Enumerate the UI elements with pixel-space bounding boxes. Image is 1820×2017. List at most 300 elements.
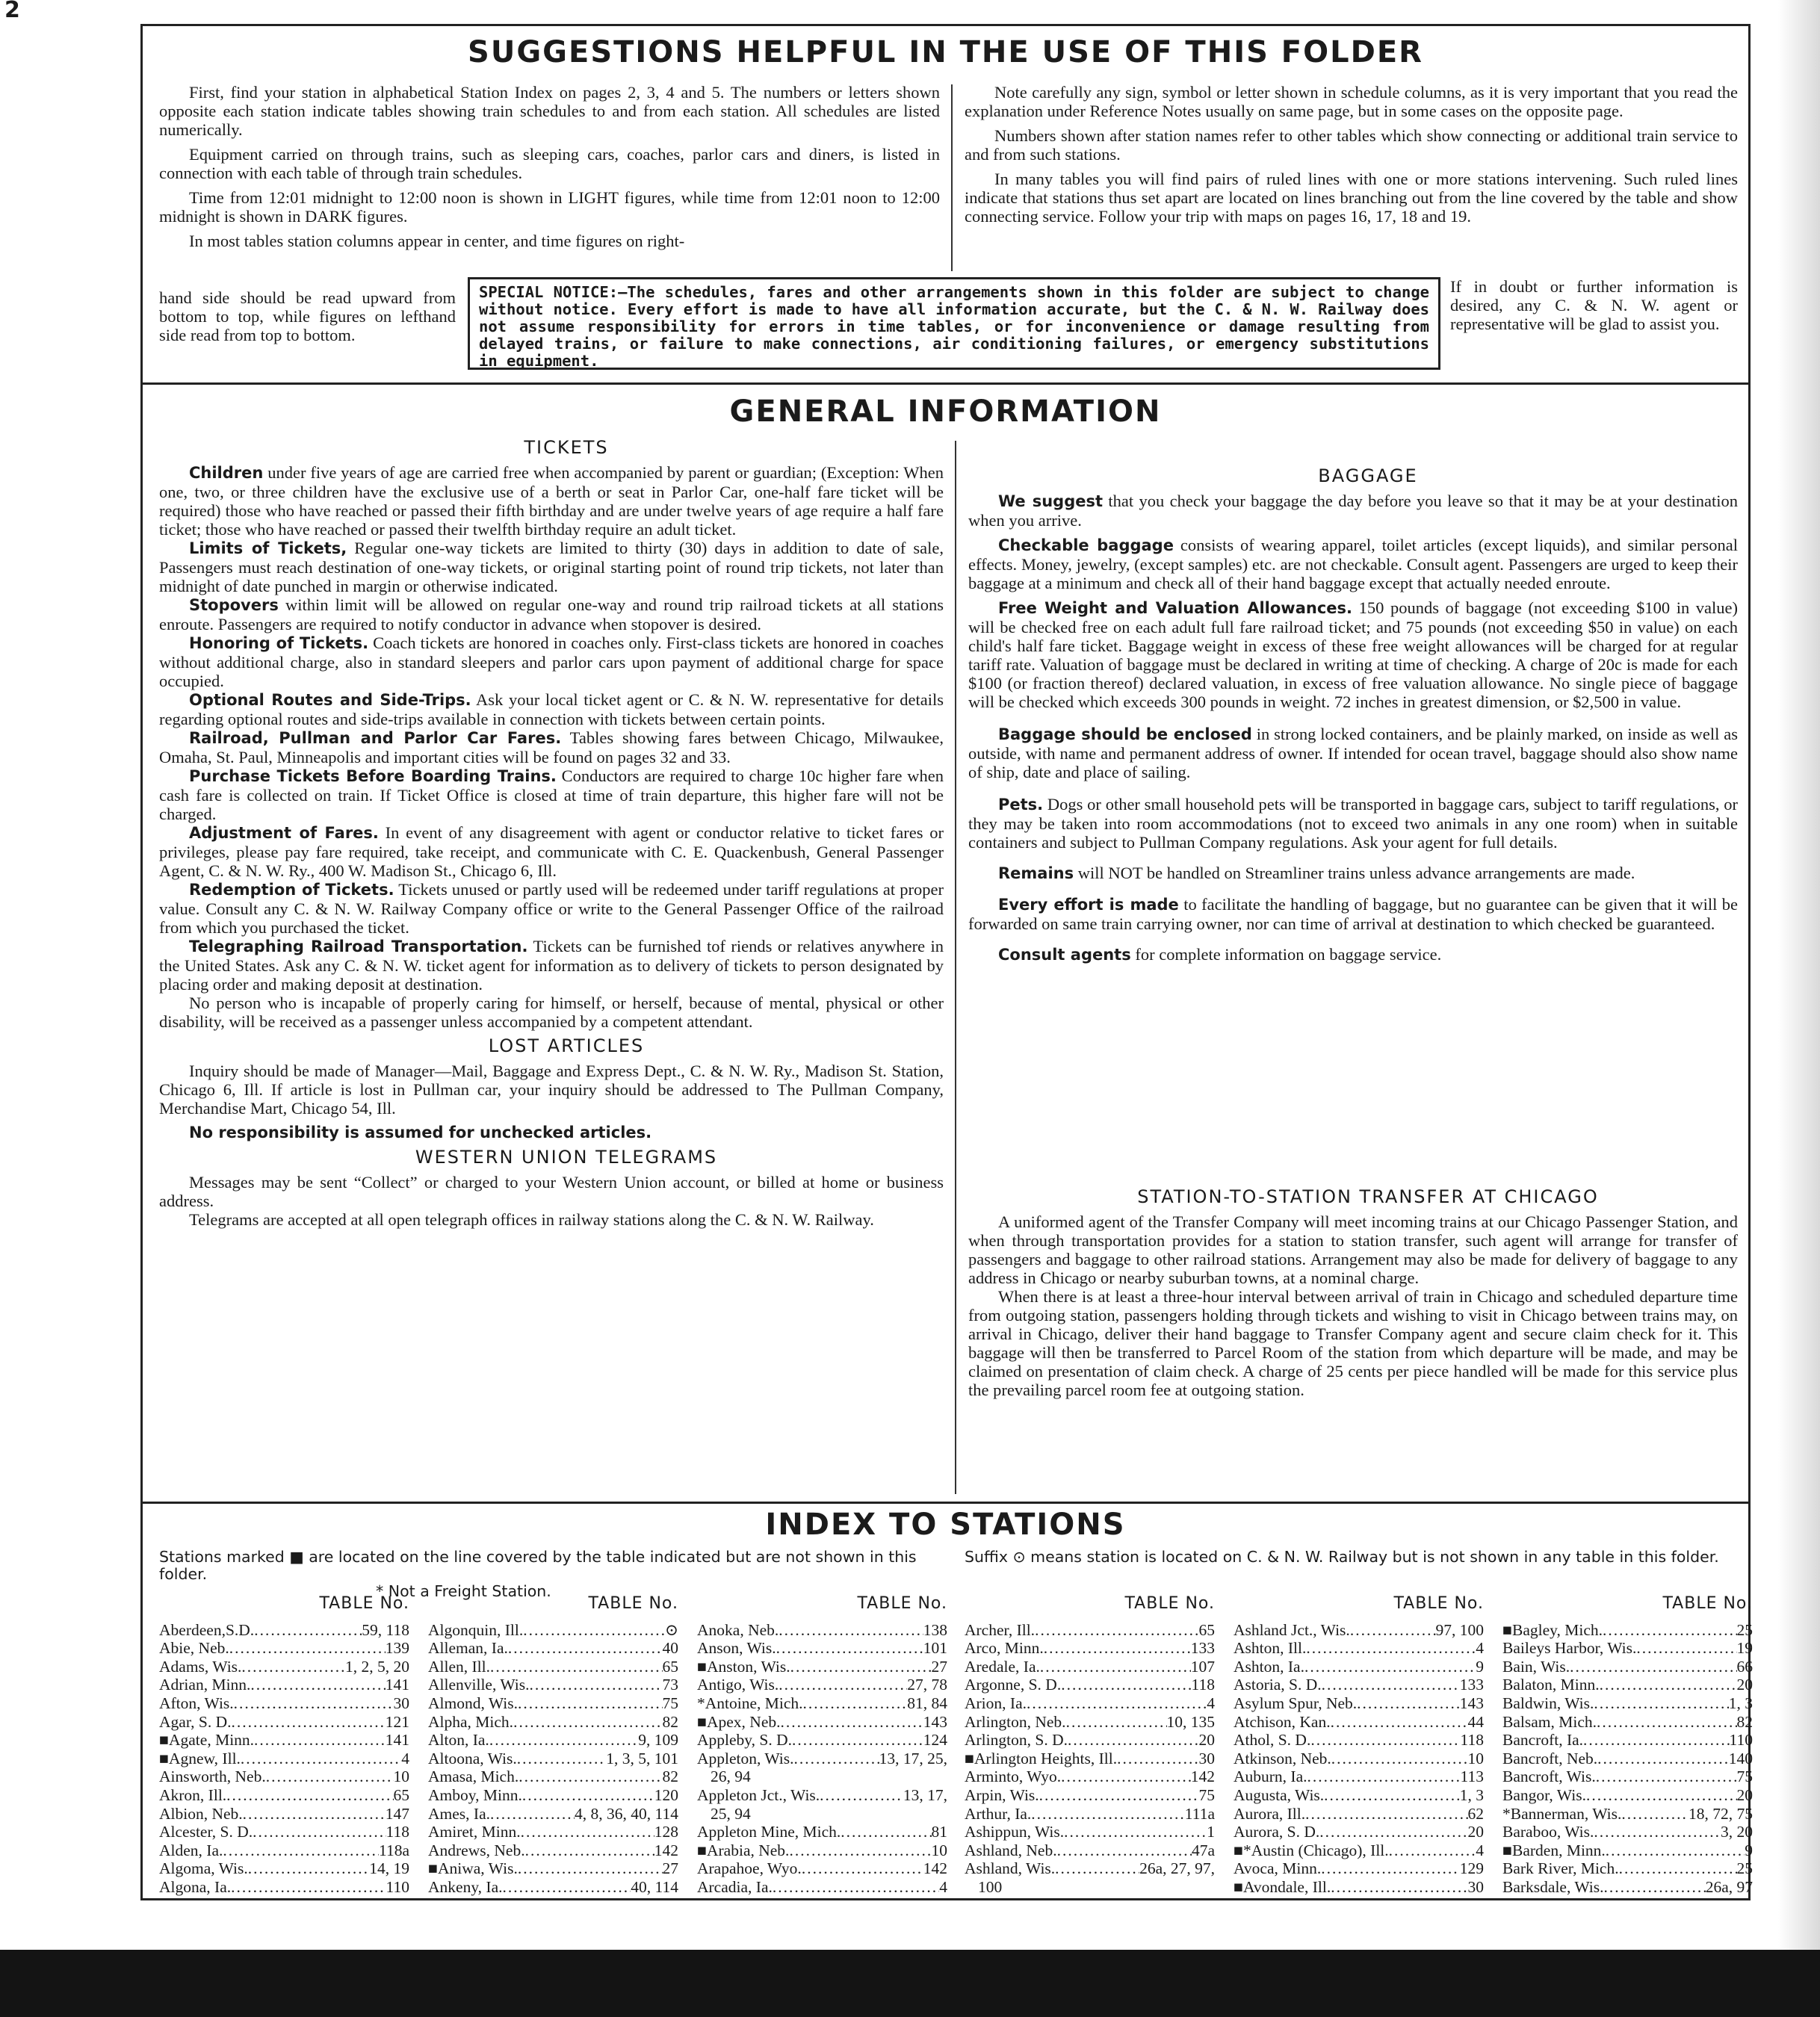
ticket-paragraph: Limits of Tickets, Regular one-way tickets are limited to thirty (30) days in addition to date of sale, Passengers must reach destination of one-way tickets, or original starting point of round trip tickets, not later than midnight of date punched in margin or otherwise indicated. (159, 539, 944, 595)
station-name: Albion, Neb. (159, 1804, 243, 1823)
index-column (1234, 1595, 1484, 1897)
ticket-paragraph: Children under five years of age are carried free when accompanied by parent or guardian; (Exception: When one, two, or three children have the exclusive use of a berth or seat in Parlor Car, one-half fare ticket will be required) those who have reached or passed their fifth birthday and are under twelve years of age require a half fare ticket; those who have reached or passed their twelfth birthday require an adult ticket. (159, 463, 944, 539)
station-name: Ainsworth, Neb. (159, 1767, 266, 1786)
leader-dots (253, 1823, 386, 1841)
leader-dots (1350, 1621, 1436, 1640)
station-name: Abie, Neb. (159, 1639, 229, 1658)
leader-dots (1304, 1658, 1476, 1676)
leader-dots (1057, 1841, 1192, 1860)
table-numbers: 73 (662, 1676, 678, 1694)
index-entry (1234, 1713, 1484, 1732)
leader-dots (1597, 1750, 1729, 1768)
leader-dots (489, 1731, 638, 1750)
leader-dots (523, 1621, 665, 1640)
table-numbers: 44 (1467, 1712, 1484, 1731)
table-no-header: TABLE No. (319, 1594, 409, 1613)
general-information-title: GENERAL INFORMATION (729, 394, 1162, 429)
station-name: Afton, Wis. (159, 1694, 234, 1712)
leader-dots (1619, 1859, 1737, 1878)
station-name: Arthur, Ia. (965, 1804, 1032, 1823)
table-numbers: 129 (1459, 1859, 1484, 1878)
page-number: 2 (4, 0, 20, 23)
table-numbers: 4, 8, 36, 40, 114 (575, 1804, 678, 1823)
table-numbers: 75 (1736, 1767, 1753, 1786)
table-numbers: 141 (385, 1731, 409, 1750)
tickets-column (159, 439, 944, 1229)
station-name: ■Anston, Wis. (697, 1657, 790, 1676)
column-divider (951, 84, 953, 271)
leader-dots (1040, 1658, 1191, 1676)
index-entry (697, 1786, 947, 1805)
table-numbers: 9 (1476, 1657, 1484, 1676)
leader-dots (1636, 1639, 1736, 1658)
index-entry (965, 1767, 1215, 1786)
index-entry-continuation: 26, 94 (711, 1767, 751, 1786)
index-entry (428, 1841, 678, 1860)
leader-dots (231, 1713, 385, 1732)
leader-dots (223, 1841, 379, 1860)
index-entry (159, 1859, 409, 1878)
table-numbers: 133 (1190, 1639, 1215, 1658)
suggestions-left-column (159, 83, 940, 250)
suggestion-paragraph: In many tables you will find pairs of ruled lines with one or more stations intervening. Such ruled lines indicate that stations thus set apart are located on lines branching out from the line covered by the table and show connecting service. Follow your trip with maps on pages 16, 17, 18 and 19. (965, 170, 1738, 226)
index-entry (159, 1750, 409, 1768)
transfer-column (968, 1188, 1738, 1399)
station-name: Arlington, S. D. (965, 1731, 1068, 1750)
index-entry (697, 1639, 947, 1658)
index-entry (1234, 1823, 1484, 1841)
leader-dots (841, 1823, 931, 1841)
table-numbers: 111a (1184, 1804, 1215, 1823)
table-numbers: 26a, 97 (1705, 1877, 1753, 1896)
leader-dots (521, 1823, 654, 1841)
leader-dots (1039, 1786, 1199, 1805)
index-entry (1502, 1694, 1753, 1713)
station-name: Archer, Ill. (965, 1620, 1036, 1639)
station-name: Barksdale, Wis. (1502, 1877, 1604, 1896)
table-numbers: 75 (1198, 1785, 1215, 1804)
index-entry (965, 1694, 1215, 1713)
special-notice-box: SPECIAL NOTICE:—The schedules, fares and other arrangements shown in this folder are subject to change without notice. Every effort is made to have all information accurate, but the C. & N. W. Railway does not assume responsibility for errors in time tables, or for inconvenience or damage resulting from delayed trains, or failure to make connections, air conditioning failures, or emergency substitutions in equipment. (468, 277, 1440, 370)
station-name: Ashton, Ia. (1234, 1657, 1304, 1676)
table-numbers: 75 (662, 1694, 678, 1712)
table-numbers: 62 (1467, 1804, 1484, 1823)
station-name: Amboy, Minn. (428, 1785, 522, 1804)
index-entry-continuation: 100 (978, 1877, 1003, 1896)
station-name: Appleton, Wis. (697, 1749, 794, 1767)
index-entry (1502, 1859, 1753, 1878)
station-name: Ashippun, Wis. (965, 1823, 1065, 1841)
station-name: Andrews, Neb. (428, 1841, 525, 1859)
lost-articles-note: No responsibility is assumed for unchecked articles. (189, 1124, 652, 1141)
leader-dots (776, 1639, 923, 1658)
station-name: Asylum Spur, Neb. (1234, 1694, 1358, 1712)
index-entry (159, 1621, 409, 1640)
index-entry (428, 1805, 678, 1824)
leader-dots (1603, 1621, 1737, 1640)
index-entry (428, 1750, 678, 1768)
station-name: Baldwin, Wis. (1502, 1694, 1594, 1712)
station-name: Ashton, Ill. (1234, 1639, 1307, 1658)
index-entry (965, 1658, 1215, 1676)
table-numbers: 139 (385, 1639, 409, 1658)
index-entry (1234, 1786, 1484, 1805)
index-entry (965, 1621, 1215, 1640)
table-numbers: 66 (1736, 1657, 1753, 1676)
ticket-paragraph: Railroad, Pullman and Parlor Car Fares. Tables showing fares between Chicago, Milwaukee, Omaha, St. Paul, Minneapolis and important cities will be found on pages 32 and 33. (159, 728, 944, 766)
table-numbers: 10 (1467, 1749, 1484, 1767)
ticket-paragraph: Optional Routes and Side-Trips. Ask your local ticket agent or C. & N. W. representative for details regarding optional routes and side-trips available in connection with tickets between certain points. (159, 690, 944, 728)
table-numbers: 142 (654, 1841, 678, 1859)
leader-dots (779, 1676, 907, 1694)
table-numbers: 81 (931, 1823, 947, 1841)
table-numbers: 1, 3, 5, 101 (606, 1749, 678, 1767)
table-numbers: 4 (1476, 1639, 1484, 1658)
section-rule (143, 1502, 1748, 1504)
station-name: Arapahoe, Wyo. (697, 1859, 802, 1878)
index-entry (1502, 1639, 1753, 1658)
baggage-column (968, 467, 1738, 970)
index-entry (697, 1841, 947, 1860)
leader-dots (1583, 1731, 1730, 1750)
leader-dots (1596, 1767, 1737, 1786)
station-name: Bain, Wis. (1502, 1657, 1570, 1676)
station-name: Auburn, Ia. (1234, 1767, 1307, 1786)
station-name: *Bannerman, Wis. (1502, 1804, 1622, 1823)
station-name: Avoca, Minn. (1234, 1859, 1322, 1878)
leader-dots (503, 1878, 631, 1897)
index-note-left: Stations marked ■ are located on the line covered by the table indicated but are not shown in this folder. * Not a Freight Station. (159, 1548, 917, 1600)
index-entry (1234, 1750, 1484, 1768)
station-name: Astoria, S. D. (1234, 1676, 1322, 1694)
suggestion-paragraph: Note carefully any sign, symbol or letter shown in schedule columns, as it is very important that you read the explanation under Reference Notes usually on same page, but in some cases on the opposite page. (965, 83, 1738, 120)
table-numbers: 4 (401, 1749, 409, 1767)
index-entry (1502, 1750, 1753, 1768)
table-numbers: 10, 135 (1166, 1712, 1215, 1731)
suggestion-paragraph: First, find your station in alphabetical Station Index on pages 2, 3, 4 and 5. The numbers or letters shown opposite each station indicate tables showing train schedules to and from each station. All schedules are listed numerically. (159, 83, 940, 139)
table-numbers: 82 (662, 1712, 678, 1731)
table-numbers: 128 (654, 1823, 678, 1841)
station-name: Bancroft, Neb. (1502, 1749, 1598, 1767)
table-numbers: 47a (1191, 1841, 1215, 1859)
leader-dots (1331, 1713, 1468, 1732)
table-numbers: 19 (1736, 1639, 1753, 1658)
ticket-paragraph: No person who is incapable of properly caring for himself, or herself, because of mental, physical or other disability, will be received as a passenger unless accompanied by a competent attendant. (159, 994, 944, 1031)
table-numbers: 97, 100 (1435, 1620, 1484, 1639)
table-numbers: 20 (1736, 1785, 1753, 1804)
table-numbers: 30 (1467, 1877, 1484, 1896)
leader-dots (530, 1676, 663, 1694)
table-numbers: 110 (386, 1877, 409, 1896)
station-name: Agar, S. D. (159, 1712, 232, 1731)
table-numbers: 10 (393, 1767, 409, 1786)
station-name: Alpha, Mich. (428, 1712, 514, 1731)
station-name: Ames, Ia. (428, 1804, 490, 1823)
index-entry (428, 1878, 678, 1897)
table-numbers: 82 (662, 1767, 678, 1786)
table-numbers: 1, 2, 5, 20 (345, 1657, 409, 1676)
index-entry (697, 1731, 947, 1750)
ticket-paragraph: Stopovers within limit will be allowed on regular one-way and round trip railroad tickets at all stations enroute. Passengers are required to notify conductor in advance when stopover is desired. (159, 595, 944, 633)
leader-dots (1061, 1767, 1191, 1786)
index-entry (1502, 1658, 1753, 1676)
station-name: Aurora, Ill. (1234, 1804, 1306, 1823)
leader-dots (794, 1750, 879, 1768)
table-numbers: 81, 84 (907, 1694, 947, 1712)
leader-dots (522, 1786, 654, 1805)
station-name: ■Apex, Neb. (697, 1712, 781, 1731)
index-entry (428, 1694, 678, 1713)
table-numbers: 133 (1459, 1676, 1484, 1694)
index-entry (1502, 1767, 1753, 1786)
index-entry (1502, 1841, 1753, 1860)
index-entry (697, 1859, 947, 1878)
table-numbers: 4 (1476, 1841, 1484, 1859)
station-name: ■Agnew, Ill. (159, 1749, 241, 1767)
table-numbers: 40, 114 (631, 1877, 678, 1896)
table-numbers: 138 (923, 1620, 947, 1639)
suggestions-title: SUGGESTIONS HELPFUL IN THE USE OF THIS FOLDER (468, 35, 1423, 69)
table-numbers: 143 (923, 1712, 947, 1731)
leader-dots (1035, 1621, 1198, 1640)
leader-dots (1570, 1658, 1736, 1676)
index-entry (159, 1823, 409, 1841)
leader-dots (490, 1658, 663, 1676)
index-entry (1234, 1767, 1484, 1786)
ticket-paragraph: Telegraphing Railroad Transportation. Tickets can be furnished tof riends or relatives anywhere in the United States. Ask any C. & N. W. ticket agent for information as to delivery of tickets to person designated by placing order and making deposit at destination. (159, 937, 944, 994)
table-numbers: 118 (1191, 1676, 1215, 1694)
station-name: Almond, Wis. (428, 1694, 518, 1712)
table-no-header: TABLE No. (1124, 1594, 1215, 1613)
table-numbers: ⊙ (664, 1620, 678, 1639)
index-entry (428, 1786, 678, 1805)
index-entry (965, 1676, 1215, 1694)
section-rule (143, 382, 1748, 385)
index-entry (697, 1878, 947, 1897)
station-name: Ashland Jct., Wis. (1234, 1620, 1350, 1639)
index-entry (428, 1658, 678, 1676)
transfer-paragraph: When there is at least a three-hour interval between arrival of train in Chicago and scheduled departure time from outgoing station, passengers holding through tickets and wishing to visit in Chicago between trains may, on arrival in Chicago, deliver their hand baggage to Transfer Company agent and secure claim check for it. This baggage will then be transferred to Parcel Room of the station from which departure will be made, and may be claimed on presentation of claim check. A charge of 25 cents per piece handled will be made for this service plus the prevailing parcel room fee at outgoing station. (968, 1287, 1738, 1399)
index-entry (428, 1621, 678, 1640)
index-entry (965, 1786, 1215, 1805)
station-name: Appleton Mine, Mich. (697, 1823, 841, 1841)
table-numbers: 25 (1736, 1620, 1753, 1639)
station-name: Argonne, S. D. (965, 1676, 1062, 1694)
table-numbers: 101 (923, 1639, 947, 1658)
leader-dots (1606, 1841, 1745, 1860)
leader-dots (773, 1878, 939, 1897)
index-column (159, 1595, 409, 1897)
station-name: Alton, Ia. (428, 1731, 489, 1750)
leader-dots (1031, 1805, 1185, 1824)
index-entry-continuation: 25, 94 (711, 1804, 751, 1823)
leader-dots (802, 1859, 923, 1878)
table-numbers: 20 (1467, 1823, 1484, 1841)
ticket-paragraph: Redemption of Tickets. Tickets unused or partly used will be redeemed under tariff regulations at proper value. Consult any C. & N. W. Railway Company office or write to the General Passenger Office of the railroad from which you purchased the ticket. (159, 880, 944, 937)
baggage-paragraph: Remains will NOT be handled on Streamliner trains unless advance arrangements are made. (998, 864, 1635, 882)
table-numbers: 141 (385, 1676, 409, 1694)
station-name: Alden, Ia. (159, 1841, 223, 1859)
table-numbers: 18, 72, 75 (1689, 1804, 1753, 1823)
station-name: Ashland, Wis. (965, 1859, 1056, 1878)
station-name: Akron, Ill. (159, 1785, 227, 1804)
index-entry (697, 1713, 947, 1732)
leader-dots (1068, 1731, 1199, 1750)
station-name: ■Avondale, Ill. (1234, 1877, 1331, 1896)
index-title: INDEX TO STATIONS (765, 1508, 1126, 1542)
leader-dots (1586, 1786, 1737, 1805)
leader-dots (250, 1676, 385, 1694)
station-name: Adrian, Minn. (159, 1676, 251, 1694)
leader-dots (1055, 1859, 1139, 1878)
lost-articles-text: Inquiry should be made of Manager—Mail, Baggage and Express Dept., C. & N. W. Ry., Madison St. Station, Chicago 6, Ill. If article is lost in Pullman car, your inquiry should be addressed to The Pullman Company, Merchandise Mart, Chicago 54, Ill. (159, 1062, 944, 1118)
ticket-paragraph: Honoring of Tickets. Coach tickets are honored in coaches only. First-class tickets are honored in coaches without additional charge, also in standard sleepers and parlor cars upon payment of additional charge for space occupied. (159, 633, 944, 690)
table-numbers: 40 (662, 1639, 678, 1658)
suggestion-paragraph: In most tables station columns appear in center, and time figures on right- (189, 232, 685, 250)
leader-dots (254, 1731, 386, 1750)
table-numbers: 20 (1736, 1676, 1753, 1694)
station-name: Ankeny, Ia. (428, 1877, 503, 1896)
leader-dots (1066, 1713, 1167, 1732)
leader-dots (1044, 1639, 1191, 1658)
leader-dots (1331, 1878, 1467, 1897)
index-column (428, 1595, 678, 1897)
station-name: Altoona, Wis. (428, 1749, 517, 1767)
index-entry (159, 1694, 409, 1713)
leader-dots (1597, 1713, 1737, 1732)
table-numbers: 20 (1198, 1731, 1215, 1750)
table-numbers: 118 (386, 1823, 409, 1841)
table-no-header: TABLE No. (857, 1594, 947, 1613)
index-entry (1234, 1841, 1484, 1860)
leader-dots (248, 1859, 369, 1878)
leader-dots (266, 1767, 394, 1786)
station-name: Bark River, Mich. (1502, 1859, 1619, 1878)
leader-dots (1310, 1731, 1460, 1750)
table-numbers: 124 (923, 1731, 947, 1750)
station-name: ■Arlington Heights, Ill. (965, 1749, 1118, 1767)
index-entry (159, 1658, 409, 1676)
index-entry (965, 1841, 1215, 1860)
leader-dots (1621, 1805, 1689, 1824)
suggestion-paragraph: Numbers shown after station names refer to other tables which show connecting or additional train service to and from such stations. (965, 126, 1738, 164)
leader-dots (1027, 1694, 1207, 1713)
leader-dots (1319, 1823, 1467, 1841)
station-name: Atkinson, Neb. (1234, 1749, 1331, 1767)
leader-dots (226, 1786, 393, 1805)
leader-dots (1594, 1694, 1728, 1713)
index-entry (965, 1750, 1215, 1768)
western-union-text: Telegrams are accepted at all open telegraph offices in railway stations along the C. & N. W. Railway. (189, 1210, 874, 1229)
leader-dots (1322, 1676, 1460, 1694)
index-entry (965, 1859, 1215, 1878)
index-column (1502, 1595, 1753, 1897)
leader-dots (790, 1658, 932, 1676)
station-name: Amasa, Mich. (428, 1767, 519, 1786)
station-name: Alleman, Ia. (428, 1639, 508, 1658)
suggestion-right-tail: If in doubt or further information is desired, any C. & N. W. agent or representative will be glad to assist you. (1450, 277, 1738, 333)
table-numbers: 1, 3 (1728, 1694, 1753, 1712)
table-numbers: 1 (1207, 1823, 1215, 1841)
transfer-heading: STATION-TO-STATION TRANSFER AT CHICAGO (1137, 1186, 1599, 1207)
index-entry (697, 1694, 947, 1713)
index-entry (159, 1841, 409, 1860)
index-entry (1502, 1676, 1753, 1694)
leader-dots (518, 1859, 663, 1878)
baggage-heading: BAGGAGE (1318, 465, 1418, 486)
leader-dots (229, 1639, 386, 1658)
index-entry (428, 1676, 678, 1694)
table-numbers: 9, 109 (638, 1731, 678, 1750)
index-entry (1502, 1805, 1753, 1824)
index-entry (428, 1767, 678, 1786)
leader-dots (1389, 1841, 1476, 1860)
table-numbers: 65 (393, 1785, 409, 1804)
leader-dots (1331, 1750, 1468, 1768)
station-name: Ashland, Neb. (965, 1841, 1057, 1859)
table-numbers: 59, 118 (362, 1620, 409, 1639)
station-name: Atchison, Kan. (1234, 1712, 1331, 1731)
index-entry (965, 1823, 1215, 1841)
station-name: Algona, Ia. (159, 1877, 232, 1896)
table-no-header: TABLE No. (588, 1594, 678, 1613)
station-name: Arlington, Neb. (965, 1712, 1066, 1731)
station-name: Bangor, Wis. (1502, 1785, 1586, 1804)
index-entry (1234, 1805, 1484, 1824)
station-name: Alcester, S. D. (159, 1823, 253, 1841)
leader-dots (490, 1805, 575, 1824)
leader-dots (1600, 1676, 1737, 1694)
index-entry (1502, 1823, 1753, 1841)
index-entry (428, 1731, 678, 1750)
leader-dots (1324, 1786, 1460, 1805)
folder-page (140, 24, 1751, 1900)
station-name: ■Bagley, Mich. (1502, 1620, 1603, 1639)
table-numbers: 30 (1198, 1749, 1215, 1767)
leader-dots (792, 1731, 923, 1750)
leader-dots (1064, 1823, 1207, 1841)
suggestions-right-column (965, 83, 1738, 232)
index-entry (1234, 1731, 1484, 1750)
page-edge-shadow (1778, 0, 1820, 1950)
leader-dots (1117, 1750, 1198, 1768)
index-entry (697, 1750, 947, 1768)
table-no-header: TABLE No. (1393, 1594, 1484, 1613)
tickets-heading: TICKETS (524, 437, 609, 458)
station-name: Baraboo, Wis. (1502, 1823, 1594, 1841)
station-name: ■Arabia, Neb. (697, 1841, 790, 1859)
leader-dots (254, 1621, 362, 1640)
leader-dots (1307, 1767, 1461, 1786)
station-name: Aberdeen,S.D. (159, 1620, 255, 1639)
station-name: Anoka, Neb. (697, 1620, 779, 1639)
suggestion-left-tail: hand side should be read upward from bottom to top, while figures on lefthand side read from top to bottom. (159, 288, 456, 344)
table-numbers: 3, 20 (1721, 1823, 1753, 1841)
leader-dots (1357, 1694, 1460, 1713)
station-name: Appleby, S. D. (697, 1731, 793, 1750)
leader-dots (1306, 1639, 1476, 1658)
index-column (965, 1595, 1215, 1897)
station-name: Aurora, S. D. (1234, 1823, 1320, 1841)
table-numbers: 30 (393, 1694, 409, 1712)
table-numbers: 142 (923, 1859, 947, 1878)
index-entry (1502, 1786, 1753, 1805)
index-entry (697, 1621, 947, 1640)
leader-dots (1305, 1805, 1467, 1824)
station-name: Arpin, Wis. (965, 1785, 1039, 1804)
index-entry (1234, 1694, 1484, 1713)
index-entry (1502, 1621, 1753, 1640)
